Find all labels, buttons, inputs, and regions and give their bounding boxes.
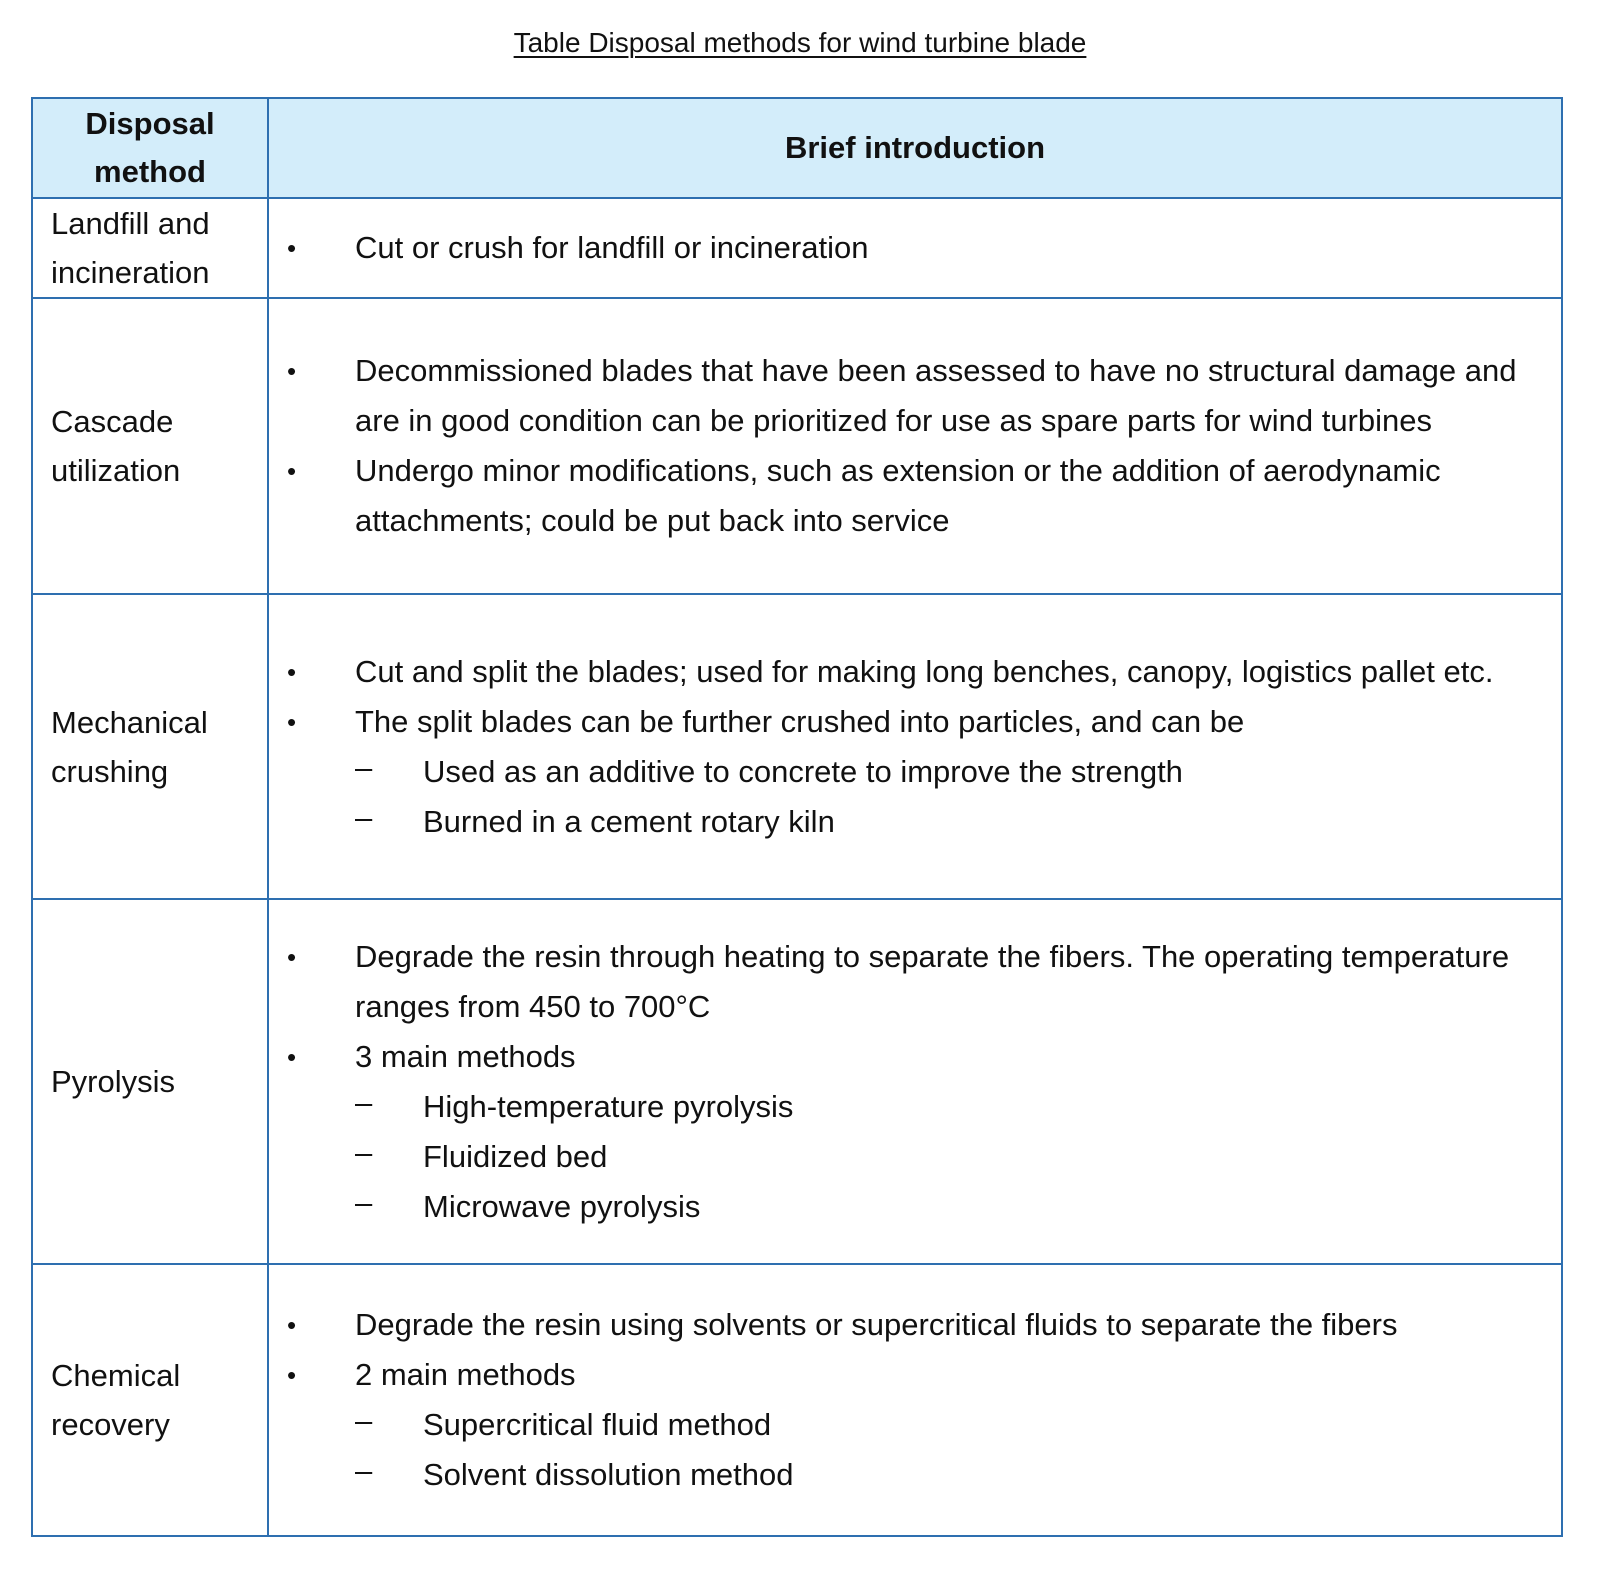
table-row <box>32 899 1562 1264</box>
bullet-text: Undergo minor modifications, such as extension or the addition of aerodynamic attachments; could be put back into service <box>355 453 1441 538</box>
bullet-icon: • <box>287 456 297 486</box>
sub-item-text: High-temperature pyrolysis <box>423 1088 794 1124</box>
sub-item-text: Microwave pyrolysis <box>423 1188 701 1224</box>
bullet-text: Degrade the resin using solvents or supercritical fluids to separate the fibers <box>355 1307 1398 1342</box>
table-row <box>32 1264 1562 1536</box>
bullet-text: Decommissioned blades that have been assessed to have no structural damage and are in good condition can be prioritized for use as spare parts for wind turbines <box>355 353 1517 438</box>
bullet-text: Cut and split the blades; used for making long benches, canopy, logistics pallet etc. <box>355 653 1494 689</box>
sub-item-text: Burned in a cement rotary kiln <box>423 803 835 839</box>
table-row <box>32 594 1562 899</box>
dash-icon: – <box>355 1453 373 1488</box>
bullet-text: Cut or crush for landfill or incineration <box>355 230 869 265</box>
method-cell: Mechanical crushing <box>32 594 268 899</box>
intro-cell <box>268 899 1562 1264</box>
sub-item-text: Used as an additive to concrete to improve the strength <box>423 753 1183 789</box>
sub-list <box>269 1082 1547 1232</box>
bullet-list <box>269 1300 1547 1400</box>
bullet-item <box>269 1032 1547 1082</box>
dash-icon: – <box>355 1184 373 1220</box>
table-caption-text: Table Disposal methods for wind turbine blade <box>513 27 1087 58</box>
sub-item <box>269 797 1547 847</box>
sub-item <box>269 1450 1547 1500</box>
bullet-icon: • <box>287 1310 297 1340</box>
table-header-row <box>32 98 1562 198</box>
method-cell: Chemical recovery <box>32 1264 268 1536</box>
bullet-icon: • <box>287 941 297 972</box>
bullet-list <box>269 932 1547 1082</box>
sub-item-text: Supercritical fluid method <box>423 1407 772 1442</box>
sub-item <box>269 747 1547 797</box>
sub-item-text: Fluidized bed <box>423 1138 608 1174</box>
sub-item <box>269 1132 1547 1182</box>
header-brief-introduction: Brief introduction <box>268 98 1562 198</box>
disposal-methods-table <box>31 97 1563 1537</box>
intro-cell <box>268 298 1562 594</box>
intro-cell <box>268 594 1562 899</box>
bullet-item <box>269 932 1547 1032</box>
bullet-text: 2 main methods <box>355 1357 576 1392</box>
method-cell: Cascade utilization <box>32 298 268 594</box>
bullet-icon: • <box>287 656 297 687</box>
method-cell: Pyrolysis <box>32 899 268 1264</box>
dash-icon: – <box>355 749 373 785</box>
dash-icon: – <box>355 1084 373 1120</box>
header-disposal-method: Disposal method <box>32 98 268 198</box>
bullet-icon: • <box>287 1360 297 1390</box>
bullet-icon: • <box>287 356 297 386</box>
intro-cell <box>268 1264 1562 1536</box>
bullet-item <box>269 1300 1547 1350</box>
table-row <box>32 198 1562 298</box>
method-cell: Landfill and incineration <box>32 198 268 298</box>
bullet-item <box>269 223 1547 273</box>
bullet-text: The split blades can be further crushed into particles, and can be <box>355 703 1245 739</box>
bullet-icon: • <box>287 233 297 263</box>
dash-icon: – <box>355 799 373 835</box>
bullet-item <box>269 697 1547 747</box>
bullet-item <box>269 647 1547 697</box>
sub-item <box>269 1082 1547 1132</box>
bullet-text: Degrade the resin through heating to separate the fibers. The operating temperature ranges from 450 to 700°C <box>355 938 1510 1024</box>
sub-item <box>269 1400 1547 1450</box>
sub-list <box>269 1400 1547 1500</box>
bullet-list <box>269 223 1547 273</box>
sub-item-text: Solvent dissolution method <box>423 1457 794 1492</box>
dash-icon: – <box>355 1403 373 1438</box>
table-caption <box>0 22 1600 64</box>
sub-item <box>269 1182 1547 1232</box>
bullet-item <box>269 446 1547 546</box>
bullet-icon: • <box>287 706 297 737</box>
table-row <box>32 298 1562 594</box>
dash-icon: – <box>355 1134 373 1170</box>
bullet-item <box>269 346 1547 446</box>
bullet-item <box>269 1350 1547 1400</box>
sub-list <box>269 747 1547 847</box>
bullet-list <box>269 346 1547 546</box>
intro-cell <box>268 198 1562 298</box>
bullet-icon: • <box>287 1041 297 1072</box>
bullet-text: 3 main methods <box>355 1038 576 1074</box>
bullet-list <box>269 647 1547 747</box>
